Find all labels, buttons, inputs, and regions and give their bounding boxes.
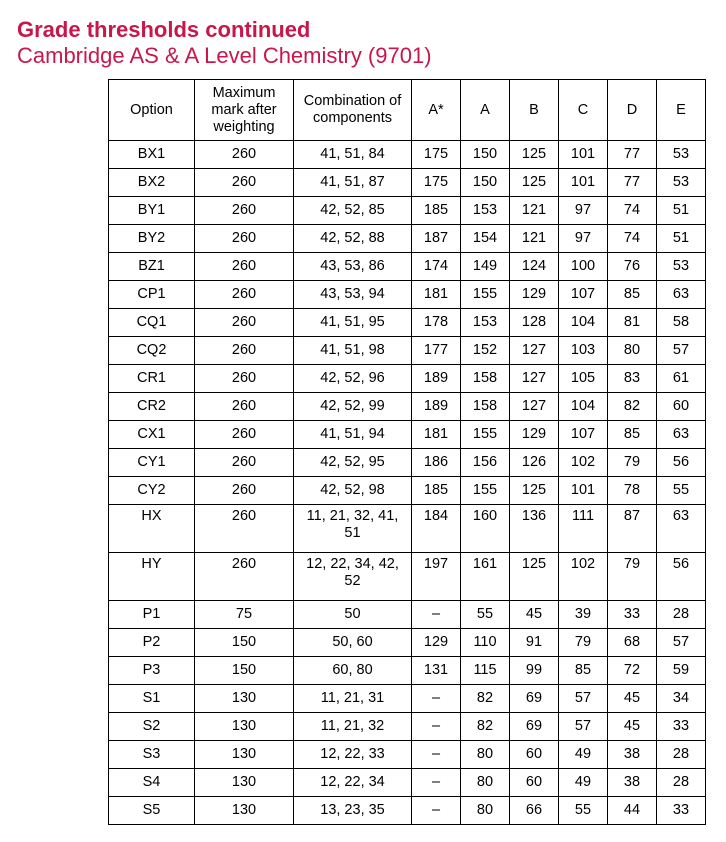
cell-d: 68 (608, 629, 657, 657)
cell-option: P1 (109, 601, 195, 629)
cell-max-mark: 130 (195, 685, 294, 713)
cell-e: 53 (657, 253, 706, 281)
cell-a-star: – (412, 601, 461, 629)
table-row (109, 685, 706, 713)
cell-a: 155 (461, 421, 510, 449)
cell-c: 79 (559, 629, 608, 657)
cell-c: 97 (559, 197, 608, 225)
table-row (109, 477, 706, 505)
cell-max-mark: 260 (195, 169, 294, 197)
cell-max-mark: 260 (195, 553, 294, 601)
cell-a: 161 (461, 553, 510, 601)
cell-d: 33 (608, 601, 657, 629)
cell-b: 69 (510, 685, 559, 713)
cell-a: 158 (461, 393, 510, 421)
cell-a-star: – (412, 769, 461, 797)
cell-b: 121 (510, 197, 559, 225)
cell-d: 45 (608, 713, 657, 741)
cell-e: 61 (657, 365, 706, 393)
cell-option: CP1 (109, 281, 195, 309)
cell-a: 80 (461, 797, 510, 825)
cell-a: 160 (461, 505, 510, 553)
cell-max-mark: 260 (195, 197, 294, 225)
cell-b: 66 (510, 797, 559, 825)
cell-components: 43, 53, 94 (294, 281, 412, 309)
cell-max-mark: 260 (195, 281, 294, 309)
table-header-row (109, 80, 706, 141)
cell-a-star: 178 (412, 309, 461, 337)
cell-max-mark: 130 (195, 797, 294, 825)
table-row (109, 281, 706, 309)
cell-option: HX (109, 505, 195, 553)
cell-e: 53 (657, 169, 706, 197)
table-row (109, 225, 706, 253)
cell-c: 111 (559, 505, 608, 553)
cell-option: CY1 (109, 449, 195, 477)
cell-e: 56 (657, 449, 706, 477)
cell-components: 60, 80 (294, 657, 412, 685)
cell-a-star: 174 (412, 253, 461, 281)
cell-d: 78 (608, 477, 657, 505)
cell-c: 39 (559, 601, 608, 629)
cell-a-star: 181 (412, 281, 461, 309)
cell-d: 87 (608, 505, 657, 553)
table-row (109, 393, 706, 421)
cell-c: 57 (559, 713, 608, 741)
cell-c: 103 (559, 337, 608, 365)
table-row (109, 657, 706, 685)
cell-max-mark: 260 (195, 365, 294, 393)
cell-a-star: 189 (412, 393, 461, 421)
cell-c: 101 (559, 141, 608, 169)
cell-a-star: 189 (412, 365, 461, 393)
cell-max-mark: 260 (195, 449, 294, 477)
cell-option: HY (109, 553, 195, 601)
cell-e: 28 (657, 769, 706, 797)
grade-thresholds-table (108, 79, 706, 825)
cell-e: 55 (657, 477, 706, 505)
cell-d: 81 (608, 309, 657, 337)
cell-d: 77 (608, 141, 657, 169)
cell-a: 156 (461, 449, 510, 477)
cell-a-star: 175 (412, 169, 461, 197)
cell-a-star: – (412, 797, 461, 825)
cell-max-mark: 260 (195, 393, 294, 421)
cell-option: CQ1 (109, 309, 195, 337)
cell-c: 107 (559, 281, 608, 309)
cell-a-star: 186 (412, 449, 461, 477)
cell-b: 45 (510, 601, 559, 629)
cell-option: CQ2 (109, 337, 195, 365)
cell-d: 85 (608, 421, 657, 449)
cell-e: 63 (657, 281, 706, 309)
table-row (109, 365, 706, 393)
cell-d: 74 (608, 197, 657, 225)
cell-d: 38 (608, 741, 657, 769)
cell-a-star: 184 (412, 505, 461, 553)
table-row (109, 337, 706, 365)
cell-d: 82 (608, 393, 657, 421)
cell-c: 101 (559, 477, 608, 505)
cell-option: S5 (109, 797, 195, 825)
cell-option: CR2 (109, 393, 195, 421)
cell-option: CY2 (109, 477, 195, 505)
cell-b: 60 (510, 741, 559, 769)
column-header-c: C (559, 80, 608, 141)
cell-a-star: 129 (412, 629, 461, 657)
cell-option: BY2 (109, 225, 195, 253)
cell-option: CR1 (109, 365, 195, 393)
cell-b: 125 (510, 141, 559, 169)
table-row (109, 197, 706, 225)
cell-a: 55 (461, 601, 510, 629)
table-row (109, 309, 706, 337)
cell-e: 57 (657, 337, 706, 365)
cell-option: BX1 (109, 141, 195, 169)
cell-a: 110 (461, 629, 510, 657)
cell-d: 77 (608, 169, 657, 197)
cell-c: 57 (559, 685, 608, 713)
cell-e: 60 (657, 393, 706, 421)
cell-d: 80 (608, 337, 657, 365)
cell-components: 11, 21, 31 (294, 685, 412, 713)
cell-max-mark: 150 (195, 657, 294, 685)
cell-option: S3 (109, 741, 195, 769)
table-row (109, 505, 706, 553)
cell-option: S2 (109, 713, 195, 741)
cell-max-mark: 260 (195, 309, 294, 337)
cell-e: 59 (657, 657, 706, 685)
cell-a-star: 185 (412, 197, 461, 225)
cell-d: 74 (608, 225, 657, 253)
cell-max-mark: 260 (195, 253, 294, 281)
cell-components: 42, 52, 95 (294, 449, 412, 477)
cell-c: 49 (559, 769, 608, 797)
cell-b: 125 (510, 477, 559, 505)
cell-option: S1 (109, 685, 195, 713)
cell-d: 79 (608, 553, 657, 601)
cell-option: BZ1 (109, 253, 195, 281)
column-header-option: Option (109, 80, 195, 141)
table-row (109, 769, 706, 797)
cell-option: S4 (109, 769, 195, 797)
cell-c: 104 (559, 393, 608, 421)
cell-components: 50 (294, 601, 412, 629)
cell-b: 127 (510, 365, 559, 393)
cell-d: 85 (608, 281, 657, 309)
cell-d: 38 (608, 769, 657, 797)
cell-b: 128 (510, 309, 559, 337)
table-row (109, 713, 706, 741)
cell-b: 127 (510, 337, 559, 365)
cell-a-star: – (412, 713, 461, 741)
cell-components: 42, 52, 99 (294, 393, 412, 421)
cell-e: 33 (657, 713, 706, 741)
cell-max-mark: 150 (195, 629, 294, 657)
cell-b: 127 (510, 393, 559, 421)
cell-e: 34 (657, 685, 706, 713)
cell-components: 41, 51, 94 (294, 421, 412, 449)
cell-components: 13, 23, 35 (294, 797, 412, 825)
cell-a: 80 (461, 741, 510, 769)
cell-a: 153 (461, 197, 510, 225)
cell-e: 63 (657, 505, 706, 553)
cell-components: 12, 22, 34, 42, 52 (294, 553, 412, 601)
cell-b: 125 (510, 169, 559, 197)
table-row (109, 797, 706, 825)
cell-d: 72 (608, 657, 657, 685)
cell-a-star: 187 (412, 225, 461, 253)
cell-a: 150 (461, 169, 510, 197)
table-row (109, 553, 706, 601)
cell-max-mark: 260 (195, 141, 294, 169)
column-header-d: D (608, 80, 657, 141)
cell-components: 41, 51, 98 (294, 337, 412, 365)
cell-components: 50, 60 (294, 629, 412, 657)
cell-a-star: 177 (412, 337, 461, 365)
column-header-a: A (461, 80, 510, 141)
cell-b: 124 (510, 253, 559, 281)
cell-c: 104 (559, 309, 608, 337)
cell-e: 33 (657, 797, 706, 825)
cell-c: 85 (559, 657, 608, 685)
cell-a: 153 (461, 309, 510, 337)
cell-max-mark: 260 (195, 337, 294, 365)
cell-a-star: 175 (412, 141, 461, 169)
cell-c: 97 (559, 225, 608, 253)
cell-max-mark: 75 (195, 601, 294, 629)
cell-c: 49 (559, 741, 608, 769)
cell-c: 102 (559, 553, 608, 601)
cell-a: 154 (461, 225, 510, 253)
cell-a: 158 (461, 365, 510, 393)
cell-a-star: 131 (412, 657, 461, 685)
cell-e: 51 (657, 225, 706, 253)
cell-c: 55 (559, 797, 608, 825)
cell-b: 99 (510, 657, 559, 685)
column-header-max-mark: Maximum mark after weighting (195, 80, 294, 141)
cell-max-mark: 260 (195, 225, 294, 253)
cell-option: BY1 (109, 197, 195, 225)
cell-components: 41, 51, 95 (294, 309, 412, 337)
cell-a: 150 (461, 141, 510, 169)
cell-b: 121 (510, 225, 559, 253)
table-row (109, 253, 706, 281)
cell-d: 76 (608, 253, 657, 281)
cell-e: 63 (657, 421, 706, 449)
cell-components: 42, 52, 88 (294, 225, 412, 253)
cell-e: 51 (657, 197, 706, 225)
table-row (109, 741, 706, 769)
cell-a: 152 (461, 337, 510, 365)
cell-a: 149 (461, 253, 510, 281)
cell-b: 60 (510, 769, 559, 797)
table-row (109, 449, 706, 477)
cell-components: 42, 52, 85 (294, 197, 412, 225)
cell-option: BX2 (109, 169, 195, 197)
table-row (109, 169, 706, 197)
table-row (109, 629, 706, 657)
cell-components: 42, 52, 98 (294, 477, 412, 505)
cell-b: 91 (510, 629, 559, 657)
table-row (109, 141, 706, 169)
cell-c: 102 (559, 449, 608, 477)
column-header-e: E (657, 80, 706, 141)
cell-d: 83 (608, 365, 657, 393)
cell-components: 41, 51, 87 (294, 169, 412, 197)
cell-e: 57 (657, 629, 706, 657)
cell-option: P2 (109, 629, 195, 657)
cell-max-mark: 260 (195, 421, 294, 449)
cell-a: 155 (461, 281, 510, 309)
cell-e: 28 (657, 741, 706, 769)
cell-components: 12, 22, 34 (294, 769, 412, 797)
cell-max-mark: 130 (195, 713, 294, 741)
cell-a: 82 (461, 713, 510, 741)
cell-max-mark: 260 (195, 477, 294, 505)
cell-components: 12, 22, 33 (294, 741, 412, 769)
column-header-a-star: A* (412, 80, 461, 141)
page-subtitle: Cambridge AS & A Level Chemistry (9701) (17, 43, 432, 68)
table-row (109, 601, 706, 629)
cell-a-star: 185 (412, 477, 461, 505)
cell-b: 129 (510, 281, 559, 309)
cell-option: CX1 (109, 421, 195, 449)
cell-a: 80 (461, 769, 510, 797)
cell-a: 155 (461, 477, 510, 505)
column-header-b: B (510, 80, 559, 141)
cell-components: 43, 53, 86 (294, 253, 412, 281)
cell-components: 11, 21, 32, 41, 51 (294, 505, 412, 553)
cell-e: 28 (657, 601, 706, 629)
cell-max-mark: 260 (195, 505, 294, 553)
cell-a-star: 181 (412, 421, 461, 449)
table-row (109, 421, 706, 449)
cell-b: 136 (510, 505, 559, 553)
cell-components: 11, 21, 32 (294, 713, 412, 741)
cell-a-star: 197 (412, 553, 461, 601)
cell-c: 107 (559, 421, 608, 449)
cell-d: 44 (608, 797, 657, 825)
cell-e: 53 (657, 141, 706, 169)
cell-c: 101 (559, 169, 608, 197)
column-header-components: Combination of components (294, 80, 412, 141)
cell-b: 69 (510, 713, 559, 741)
cell-b: 129 (510, 421, 559, 449)
cell-option: P3 (109, 657, 195, 685)
page-title: Grade thresholds continued (17, 17, 311, 42)
cell-a: 115 (461, 657, 510, 685)
cell-c: 100 (559, 253, 608, 281)
cell-a-star: – (412, 741, 461, 769)
cell-components: 41, 51, 84 (294, 141, 412, 169)
cell-c: 105 (559, 365, 608, 393)
cell-b: 126 (510, 449, 559, 477)
cell-max-mark: 130 (195, 741, 294, 769)
cell-d: 45 (608, 685, 657, 713)
cell-b: 125 (510, 553, 559, 601)
cell-components: 42, 52, 96 (294, 365, 412, 393)
cell-d: 79 (608, 449, 657, 477)
cell-max-mark: 130 (195, 769, 294, 797)
cell-a-star: – (412, 685, 461, 713)
cell-e: 58 (657, 309, 706, 337)
cell-a: 82 (461, 685, 510, 713)
cell-e: 56 (657, 553, 706, 601)
